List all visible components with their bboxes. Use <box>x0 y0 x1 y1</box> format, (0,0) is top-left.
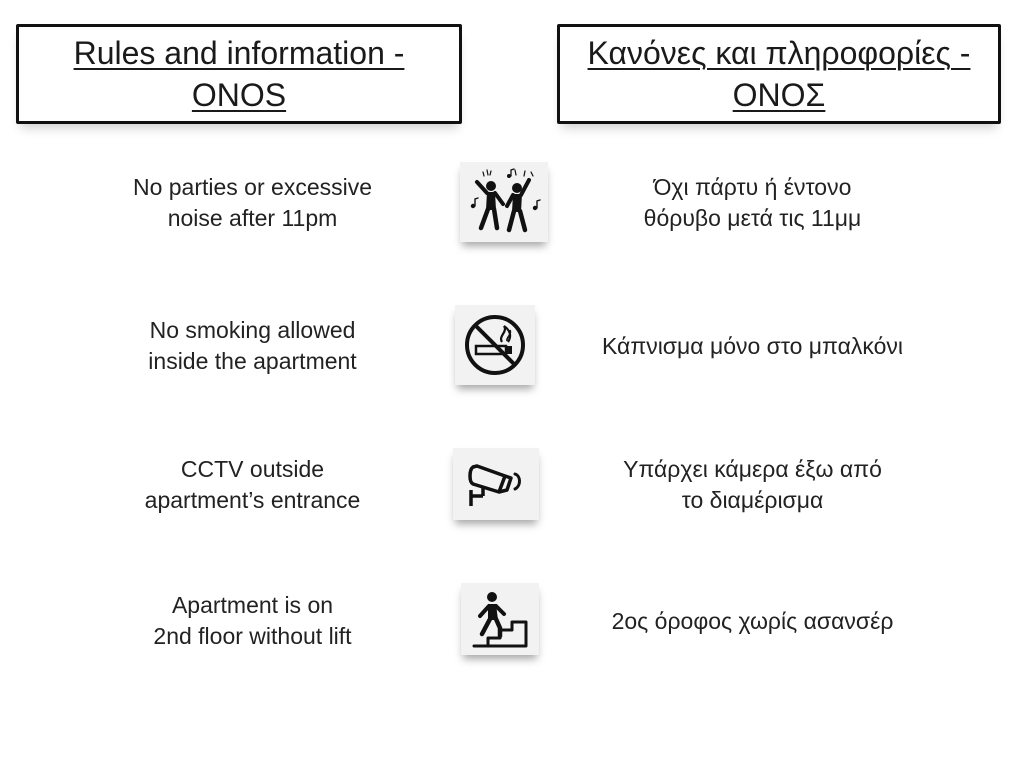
cctv-camera-icon <box>453 448 539 520</box>
rule-parties-english: No parties or excessive noise after 11pm <box>132 174 373 231</box>
rule-cctv-greek: Υπάρχει κάμερα έξω από το διαμέρισμα <box>623 456 882 513</box>
rule-parties-greek: Όχι πάρτυ ή έντονο θόρυβο μετά τις 11μμ <box>643 174 862 231</box>
title-box-english <box>16 24 462 124</box>
stairs-icon <box>461 583 539 655</box>
no-smoking-icon <box>455 305 535 385</box>
rule-smoking-greek: Κάπνισμα μόνο στο μπαλκόνι <box>601 333 904 359</box>
title-box-greek <box>557 24 1001 124</box>
dancing-people-icon <box>460 162 548 242</box>
rule-cctv-english: CCTV outside apartment’s entrance <box>144 456 361 513</box>
rule-stairs-greek: 2ος όροφος χωρίς ασανσέρ <box>611 608 894 634</box>
title-greek: Κανόνες και πληροφορίες - ΟΝΟΣ <box>587 35 971 113</box>
title-english: Rules and information - ONOS <box>73 35 405 113</box>
rule-stairs-english: Apartment is on 2nd floor without lift <box>153 592 352 649</box>
rule-smoking-english: No smoking allowed inside the apartment <box>148 317 357 374</box>
